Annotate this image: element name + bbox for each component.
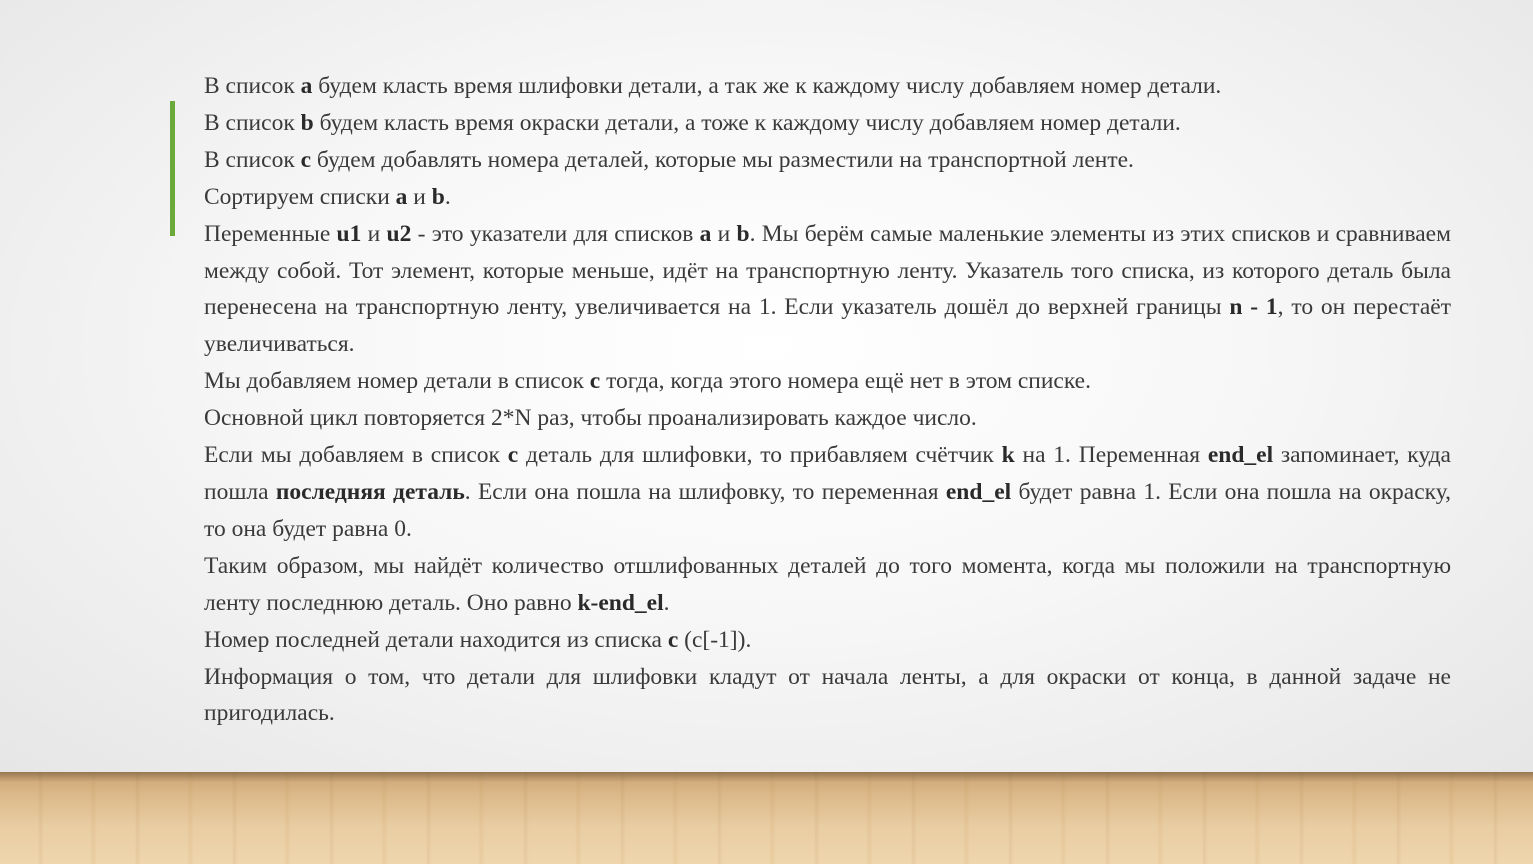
- text-run: будем добавлять номера деталей, которые мы разместили на транспортной ленте.: [311, 146, 1134, 173]
- text-run: тогда, когда этого номера ещё нет в этом списке.: [600, 368, 1091, 395]
- paragraph-list-a: [204, 68, 1451, 105]
- text-run: Мы добавляем номер детали в список: [204, 368, 590, 395]
- bold-run: end_el: [1207, 442, 1274, 469]
- slide-text-body: [204, 68, 1451, 732]
- paragraph-counter: [204, 437, 1451, 548]
- text-run: запоминает, куда пошла: [204, 442, 1451, 505]
- bold-run: b: [300, 109, 314, 136]
- text-run: Если мы добавляем в список: [204, 442, 508, 469]
- text-run: будем класть время окраски детали, а тоже к каждому числу добавляем номер детали.: [313, 109, 1181, 136]
- text-run: и: [361, 220, 387, 247]
- bold-run: c: [300, 146, 312, 173]
- text-run: . Мы берём самые маленькие элементы из этих списков и сравниваем между собой. Тот элемент, которые меньше, идёт на транспортную ленту. Указатель того списка, из которого деталь была перенесена на транспортную ленту, увеличивается на 1. Если указатель дошёл до верхней границы: [204, 220, 1451, 321]
- bold-run: u1: [336, 220, 362, 247]
- bold-run: c: [667, 626, 679, 653]
- text-run: , то он перестаёт увеличиваться.: [204, 294, 1451, 358]
- text-run: Сортируем списки: [204, 183, 396, 210]
- bold-run: k-end_el: [577, 589, 664, 616]
- bold-run: последняя деталь: [275, 478, 465, 505]
- text-run: будет равна 1. Если она пошла на окраску, то она будет равна 0.: [204, 478, 1451, 542]
- paragraph-main-loop: [204, 400, 1451, 437]
- text-run: Основной цикл повторяется 2*N раз, чтобы проанализировать каждое число.: [204, 405, 977, 432]
- accent-bar: [170, 101, 175, 236]
- bold-run: a: [699, 220, 712, 247]
- text-run: Таким образом, мы найдёт количество отшлифованных деталей до того момента, когда мы положили на транспортную ленту последнюю деталь. Оно равно: [204, 552, 1451, 616]
- text-run: . Если она пошла на шлифовку, то переменная: [464, 478, 946, 505]
- text-run: В список: [204, 73, 301, 99]
- text-run: и: [711, 220, 737, 247]
- bold-run: a: [395, 183, 408, 210]
- paragraph-note: [204, 659, 1451, 733]
- text-run: Информация о том, что детали для шлифовки кладут от начала ленты, а для окраски от конца, в данной задаче не пригодилась.: [204, 663, 1451, 727]
- text-run: будем класть время шлифовки детали, а так же к каждому числу добавляем номер детали.: [312, 73, 1222, 99]
- bold-run: b: [736, 220, 750, 247]
- paragraph-sort: [204, 179, 1451, 216]
- text-run: (c[-1]).: [678, 626, 752, 653]
- bold-run: u2: [386, 220, 412, 247]
- paragraph-list-b: [204, 105, 1451, 142]
- bold-run: k: [1001, 442, 1015, 469]
- text-run: Переменные: [204, 220, 337, 247]
- paragraph-result: [204, 548, 1451, 622]
- bold-run: c: [507, 442, 519, 469]
- paragraph-list-c: [204, 142, 1451, 179]
- paragraph-last-detail: [204, 622, 1451, 659]
- text-run: .: [663, 589, 670, 616]
- bold-run: a: [300, 73, 313, 99]
- paragraph-add-to-c: [204, 363, 1451, 400]
- bold-run: end_el: [945, 478, 1012, 505]
- text-run: Номер последней детали находится из списка: [204, 626, 668, 653]
- paragraph-pointers: [204, 216, 1451, 364]
- bold-run: n - 1: [1229, 294, 1278, 321]
- text-run: деталь для шлифовки, то прибавляем счётчик: [518, 442, 1002, 469]
- text-run: и: [407, 183, 432, 210]
- text-run: на 1. Переменная: [1014, 442, 1208, 469]
- text-run: В список: [204, 109, 301, 136]
- wood-floor-decoration: [0, 772, 1533, 864]
- text-run: В список: [204, 146, 301, 173]
- floor-shadow: [0, 772, 1533, 782]
- bold-run: b: [431, 183, 445, 210]
- bold-run: c: [589, 368, 601, 395]
- text-run: - это указатели для списков: [411, 220, 700, 247]
- text-run: .: [444, 183, 451, 210]
